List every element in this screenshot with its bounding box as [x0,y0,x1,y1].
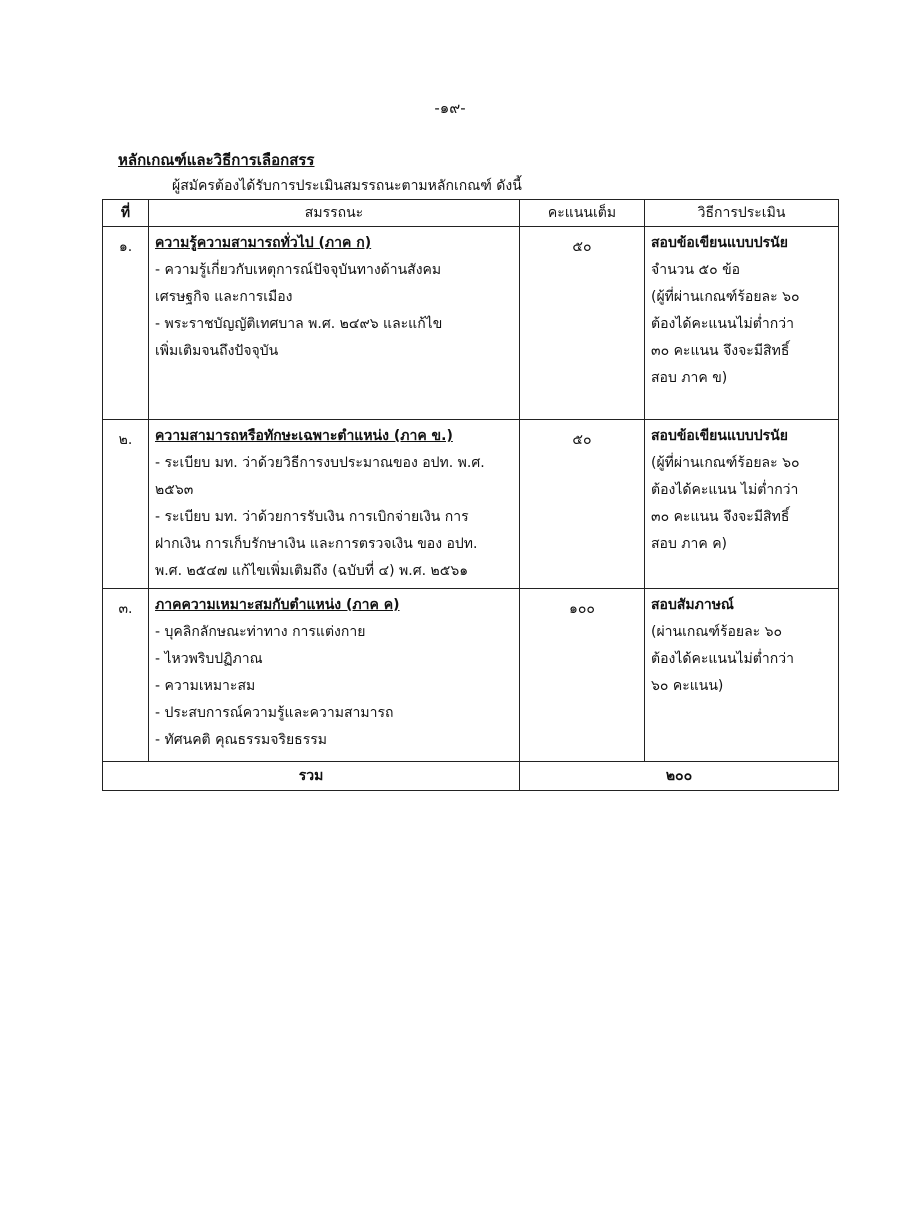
method-line: (ผ่านเกณฑ์ร้อยละ ๖๐ [651,624,783,640]
table-row [103,227,839,420]
competency-line: - บุคลิกลักษณะท่าทาง การแต่งกาย [155,624,366,640]
method-cell [645,227,839,420]
method-cell [645,589,839,762]
competency-line: เพิ่มเติมจนถึงปัจจุบัน [155,343,279,359]
score-cell: ๕๐ [520,227,645,420]
total-value: ๒๐๐ [520,762,839,791]
competency-title: ความสามารถหรือทักษะเฉพาะตำแหน่ง (ภาค ข.) [155,428,453,444]
method-line: ๓๐ คะแนน จึงจะมีสิทธิ์ [651,509,790,525]
method-cell [645,420,839,589]
competency-line: ฝากเงิน การเก็บรักษาเงิน และการตรวจเงิน ของ อปท. [155,536,478,552]
table-row [103,420,839,589]
method-title: สอบข้อเขียนแบบปรนัย [651,235,788,251]
row-number: ๓. [103,589,149,762]
total-row [103,762,839,791]
competency-cell [149,589,520,762]
competency-line: พ.ศ. ๒๕๔๗ แก้ไขเพิ่มเติมถึง (ฉบับที่ ๔) พ.ศ. ๒๕๖๑ [155,563,469,579]
competency-line: - ประสบการณ์ความรู้และความสามารถ [155,705,394,721]
method-line: ๓๐ คะแนน จึงจะมีสิทธิ์ [651,343,790,359]
competency-title: ความรู้ความสามารถทั่วไป (ภาค ก) [155,235,372,251]
method-line: ต้องได้คะแนน ไม่ต่ำกว่า [651,482,799,498]
method-title: สอบข้อเขียนแบบปรนัย [651,428,788,444]
competency-line: ๒๕๖๓ [155,482,194,498]
row-number: ๑. [103,227,149,420]
header-score: คะแนนเต็ม [520,200,645,227]
method-line: ต้องได้คะแนนไม่ต่ำกว่า [651,316,794,332]
header-no: ที่ [103,200,149,227]
method-title: สอบสัมภาษณ์ [651,597,734,613]
score-cell: ๑๐๐ [520,589,645,762]
total-label: รวม [103,762,520,791]
assessment-table [102,199,839,791]
competency-line: - ความรู้เกี่ยวกับเหตุการณ์ปัจจุบันทางด้านสังคม [155,262,442,278]
method-line: ๖๐ คะแนน) [651,678,724,694]
competency-line: - ระเบียบ มท. ว่าด้วยวิธีการงบประมาณของ อปท. พ.ศ. [155,455,485,471]
method-line: ต้องได้คะแนนไม่ต่ำกว่า [651,651,794,667]
table-row [103,589,839,762]
header-competency: สมรรถนะ [149,200,520,227]
competency-cell [149,227,520,420]
method-line: จำนวน ๕๐ ข้อ [651,262,741,278]
page-number: -๑๙- [434,99,466,117]
competency-title: ภาคความเหมาะสมกับตำแหน่ง (ภาค ค) [155,597,400,613]
table-header-row [103,200,839,227]
row-number: ๒. [103,420,149,589]
section-heading: หลักเกณฑ์และวิธีการเลือกสรร [118,151,315,169]
intro-text: ผู้สมัครต้องได้รับการประเมินสมรรถนะตามหลักเกณฑ์ ดังนี้ [172,178,522,194]
competency-line: - พระราชบัญญัติเทศบาล พ.ศ. ๒๔๙๖ และแก้ไข [155,316,443,332]
competency-line: - ความเหมาะสม [155,678,256,694]
method-line: สอบ ภาค ค) [651,536,728,552]
method-line: (ผู้ที่ผ่านเกณฑ์ร้อยละ ๖๐ [651,289,800,305]
competency-line: - ทัศนคติ คุณธรรมจริยธรรม [155,732,327,748]
competency-line: เศรษฐกิจ และการเมือง [155,289,293,305]
header-method: วิธีการประเมิน [645,200,839,227]
method-line: (ผู้ที่ผ่านเกณฑ์ร้อยละ ๖๐ [651,455,800,471]
competency-line: - ระเบียบ มท. ว่าด้วยการรับเงิน การเบิกจ่ายเงิน การ [155,509,469,525]
competency-cell [149,420,520,589]
competency-line: - ไหวพริบปฏิภาณ [155,651,263,667]
score-cell: ๕๐ [520,420,645,589]
method-line: สอบ ภาค ข) [651,370,728,386]
